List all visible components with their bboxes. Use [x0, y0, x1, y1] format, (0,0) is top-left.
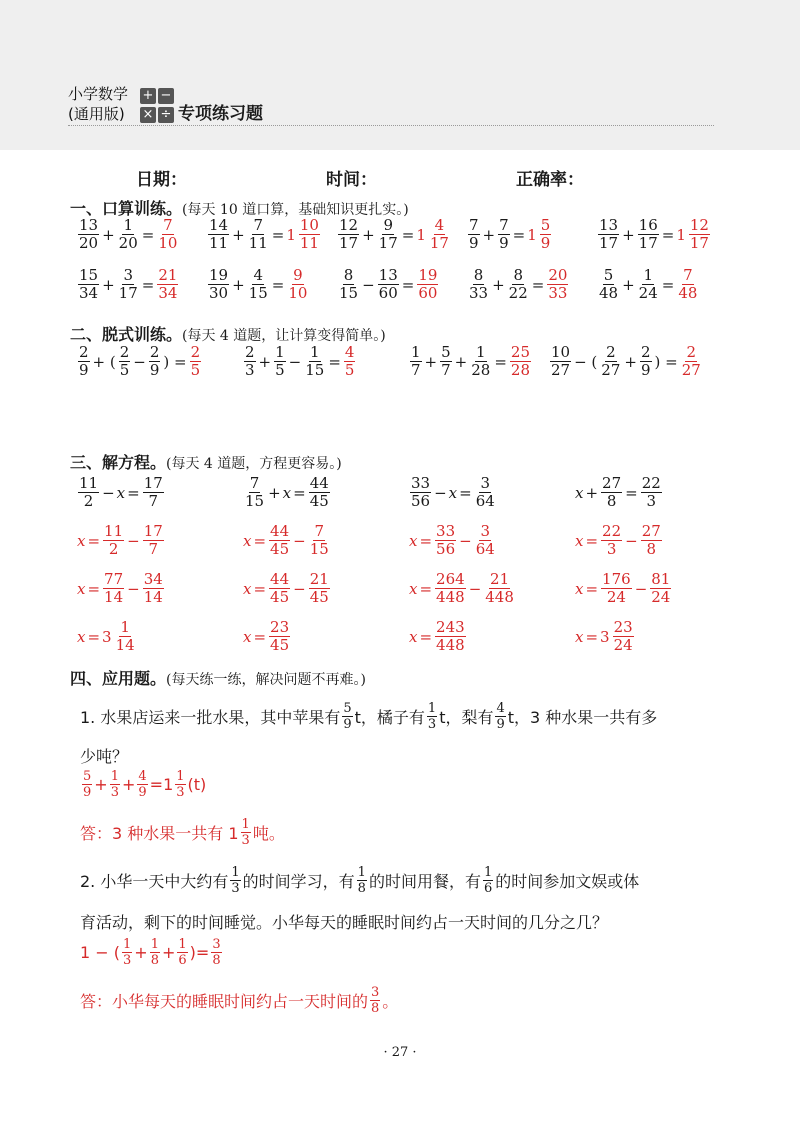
fraction: $\frac{2}{3}$: [245, 343, 255, 379]
fraction: $\frac{9}{17}$: [378, 216, 398, 252]
fraction: $\frac{3}{17}$: [118, 266, 138, 302]
fraction: $\frac{33}{56}$: [436, 522, 456, 558]
problem-2-text-2: 育活动，剩下的时间睡觉。小华每天的睡眠时间约占一天时间的几分之几？: [80, 913, 609, 932]
fraction: $\frac{44}{45}$: [309, 474, 329, 510]
step-4: $\frac{10}{27}$ − ( $\frac{2}{27}$ + $\frac{2}{9}$ ) = $\frac{2}{27}$: [551, 343, 701, 379]
eq-4-s2: x = $\frac{176}{24}$ − $\frac{81}{24}$: [575, 570, 671, 606]
eq-1-s2: x = $\frac{77}{14}$ − $\frac{34}{14}$: [77, 570, 163, 606]
fraction: $\frac{264}{448}$: [436, 570, 465, 606]
fraction: $\frac{21}{448}$: [485, 570, 514, 606]
eq-2-s2: x = $\frac{44}{45}$ − $\frac{21}{45}$: [243, 570, 329, 606]
eq-1: $\frac{11}{2}$ − x = $\frac{17}{7}$: [79, 474, 163, 510]
calc-10: $\frac{5}{48}$ + $\frac{1}{24}$ = $\frac{7}{48}$: [599, 266, 698, 302]
fraction: $\frac{1}{14}$: [115, 618, 135, 654]
fraction: $\frac{2}{5}$: [190, 343, 201, 379]
book-series: 小学数学 (通用版): [68, 85, 129, 123]
calc-2: $\frac{14}{11}$ + $\frac{7}{11}$ = 1 $\frac{10}{11}$: [209, 216, 319, 252]
fraction: $\frac{5}{48}$: [599, 266, 619, 302]
fraction: $\frac{16}{17}$: [638, 216, 658, 252]
eq-2-s1: x = $\frac{44}{45}$ − $\frac{7}{15}$: [243, 522, 329, 558]
fraction: $\frac{10}{11}$: [299, 216, 319, 252]
fraction: $\frac{12}{17}$: [339, 216, 359, 252]
fraction: $\frac{1}{28}$: [471, 343, 491, 379]
problem-1-answer: 答：3 种水果一共有 1 $\frac{1}{3}$ 吨。: [80, 817, 285, 848]
calc-8: $\frac{8}{15}$ − $\frac{13}{60}$ = $\frac{19}{60}$: [339, 266, 438, 302]
fraction: $\frac{4}{17}$: [429, 216, 449, 252]
eq-2-ans: x = $\frac{23}{45}$: [243, 618, 290, 654]
eq-3-s2: x = $\frac{264}{448}$ − $\frac{21}{448}$: [409, 570, 514, 606]
fraction: $\frac{11}{2}$: [104, 522, 124, 558]
header-band: [0, 0, 800, 150]
fraction: $\frac{2}{5}$: [119, 343, 130, 379]
fraction: $\frac{1}{24}$: [638, 266, 658, 302]
problem-2-calc: 1 − ( $\frac{1}{3}$ + $\frac{1}{8}$ + $\frac{1}{6}$ ) = $\frac{3}{8}$: [80, 937, 221, 968]
fraction: $\frac{17}{7}$: [143, 522, 163, 558]
fraction: $\frac{1}{7}$: [411, 343, 421, 379]
fraction: $\frac{17}{7}$: [143, 474, 163, 510]
fraction: $\frac{5}{9}$: [540, 216, 551, 252]
fraction: $\frac{20}{33}$: [548, 266, 568, 302]
fraction: $\frac{13}{60}$: [378, 266, 398, 302]
fraction: $\frac{22}{3}$: [602, 522, 622, 558]
fraction: $\frac{4}{15}$: [248, 266, 268, 302]
fraction: $\frac{7}{15}$: [245, 474, 265, 510]
fraction: $\frac{2}{9}$: [640, 343, 651, 379]
calc-1: $\frac{13}{20}$ + $\frac{1}{20}$ = $\frac{7}{10}$: [79, 216, 178, 252]
fraction: $\frac{176}{24}$: [602, 570, 631, 606]
fraction: $\frac{3}{64}$: [475, 522, 495, 558]
fraction: $\frac{7}{11}$: [248, 216, 268, 252]
fraction: $\frac{33}{56}$: [411, 474, 431, 510]
fraction: $\frac{7}{9}$: [499, 216, 509, 252]
calc-7: $\frac{19}{30}$ + $\frac{4}{15}$ = $\frac{9}{10}$: [209, 266, 308, 302]
fraction: $\frac{23}{45}$: [270, 618, 290, 654]
fraction: $\frac{12}{17}$: [689, 216, 709, 252]
fraction: $\frac{7}{9}$: [469, 216, 479, 252]
fraction: $\frac{44}{45}$: [270, 570, 290, 606]
calc-4: $\frac{7}{9}$ + $\frac{7}{9}$ = 1 $\frac{5}{9}$: [469, 216, 551, 252]
fraction: $\frac{27}{8}$: [602, 474, 622, 510]
fraction: $\frac{13}{20}$: [79, 216, 99, 252]
page-title: 专项练习题: [178, 104, 263, 124]
section-word-problems: 四、应用题。(每天练一练，解决问题不再难。): [70, 669, 366, 688]
problem-2-answer: 答：小华每天的睡眠时间约占一天时间的 $\frac{3}{8}$ 。: [80, 985, 399, 1016]
eq-4-ans: x = 3 $\frac{23}{24}$: [575, 618, 633, 654]
problem-2-text: 2. 小华一天中大约有 $\frac{1}{3}$ 的时间学习，有 $\frac{1}{8}$ 的时间用餐，有 $\frac{1}{6}$ 的时间参加文娱或体: [80, 865, 640, 896]
fraction: $\frac{7}{48}$: [678, 266, 698, 302]
eq-2: $\frac{7}{15}$ + x = $\frac{44}{45}$: [245, 474, 329, 510]
problem-1-text-2: 少吨？: [80, 747, 129, 766]
fraction: $\frac{77}{14}$: [104, 570, 124, 606]
calc-6: $\frac{15}{34}$ + $\frac{3}{17}$ = $\frac{21}{34}$: [79, 266, 178, 302]
eq-3-s1: x = $\frac{33}{56}$ − $\frac{3}{64}$: [409, 522, 495, 558]
fraction: $\frac{27}{8}$: [641, 522, 661, 558]
calc-3: $\frac{12}{17}$ + $\frac{9}{17}$ = 1 $\frac{4}{17}$: [339, 216, 449, 252]
fraction: $\frac{2}{9}$: [149, 343, 160, 379]
fraction: $\frac{5}{7}$: [441, 343, 451, 379]
problem-1-calc: $\frac{5}{9}$ + $\frac{1}{3}$ + $\frac{4}{9}$ = 1 $\frac{1}{3}$ (t): [83, 769, 207, 800]
fraction: $\frac{21}{34}$: [158, 266, 178, 302]
fraction: $\frac{7}{10}$: [158, 216, 178, 252]
fraction: $\frac{1}{20}$: [118, 216, 138, 252]
fraction: $\frac{8}{33}$: [469, 266, 489, 302]
fraction: $\frac{21}{45}$: [309, 570, 329, 606]
section-mental: 一、口算训练。(每天 10 道口算，基础知识更扎实。): [70, 199, 409, 218]
fraction: $\frac{9}{10}$: [288, 266, 308, 302]
fraction: $\frac{11}{2}$: [79, 474, 99, 510]
page-number: · 27 ·: [383, 1045, 417, 1060]
fraction: $\frac{81}{24}$: [651, 570, 671, 606]
fraction: $\frac{13}{17}$: [599, 216, 619, 252]
fraction: $\frac{1}{5}$: [275, 343, 285, 379]
section-equations: 三、解方程。(每天 4 道题，方程更容易。): [70, 453, 342, 472]
fraction: $\frac{19}{30}$: [209, 266, 229, 302]
fraction: $\frac{2}{27}$: [601, 343, 621, 379]
problem-1-text: 1. 水果店运来一批水果，其中苹果有 $\frac{5}{9}$ t，橘子有 $\frac{1}{3}$ t，梨有 $\frac{4}{9}$ t，3 种水果一共有多: [80, 701, 658, 732]
fraction: $\frac{23}{24}$: [613, 618, 633, 654]
step-2: $\frac{2}{3}$ + $\frac{1}{5}$ − $\frac{1}{15}$ = $\frac{4}{5}$: [245, 343, 355, 379]
eq-3: $\frac{33}{56}$ − x = $\frac{3}{64}$: [411, 474, 495, 510]
accuracy-label: 正确率：: [516, 170, 584, 190]
fraction: $\frac{8}{22}$: [508, 266, 528, 302]
eq-4-s1: x = $\frac{22}{3}$ − $\frac{27}{8}$: [575, 522, 661, 558]
step-1: $\frac{2}{9}$ + ( $\frac{2}{5}$ − $\frac{2}{9}$ ) = $\frac{2}{5}$: [79, 343, 201, 379]
fraction: $\frac{14}{11}$: [209, 216, 229, 252]
eq-4: x + $\frac{27}{8}$ = $\frac{22}{3}$: [575, 474, 661, 510]
section-stepwise: 二、脱式训练。(每天 4 道题，让计算变得简单。): [70, 325, 386, 344]
math-ops-icon: + − × ÷: [140, 88, 176, 126]
eq-3-ans: x = $\frac{243}{448}$: [409, 618, 465, 654]
fraction: $\frac{8}{15}$: [339, 266, 359, 302]
fraction: $\frac{7}{15}$: [309, 522, 329, 558]
fraction: $\frac{25}{28}$: [510, 343, 531, 379]
fraction: $\frac{243}{448}$: [436, 618, 465, 654]
date-label: 日期：: [136, 170, 187, 190]
fraction: $\frac{2}{27}$: [681, 343, 701, 379]
eq-1-s1: x = $\frac{11}{2}$ − $\frac{17}{7}$: [77, 522, 163, 558]
fraction: $\frac{3}{64}$: [475, 474, 495, 510]
fraction: $\frac{2}{9}$: [79, 343, 89, 379]
step-3: $\frac{1}{7}$ + $\frac{5}{7}$ + $\frac{1}{28}$ = $\frac{25}{28}$: [411, 343, 531, 379]
calc-9: $\frac{8}{33}$ + $\frac{8}{22}$ = $\frac{20}{33}$: [469, 266, 568, 302]
fraction: $\frac{44}{45}$: [270, 522, 290, 558]
fraction: $\frac{34}{14}$: [143, 570, 163, 606]
fraction: $\frac{4}{5}$: [344, 343, 355, 379]
fraction: $\frac{1}{15}$: [305, 343, 325, 379]
fraction: $\frac{19}{60}$: [418, 266, 438, 302]
fraction: $\frac{15}{34}$: [79, 266, 99, 302]
fraction: $\frac{22}{3}$: [641, 474, 661, 510]
eq-1-ans: x = 3 $\frac{1}{14}$: [77, 618, 135, 654]
calc-5: $\frac{13}{17}$ + $\frac{16}{17}$ = 1 $\frac{12}{17}$: [599, 216, 709, 252]
fraction: $\frac{10}{27}$: [551, 343, 571, 379]
time-label: 时间：: [326, 170, 377, 190]
header-divider: [68, 125, 714, 126]
